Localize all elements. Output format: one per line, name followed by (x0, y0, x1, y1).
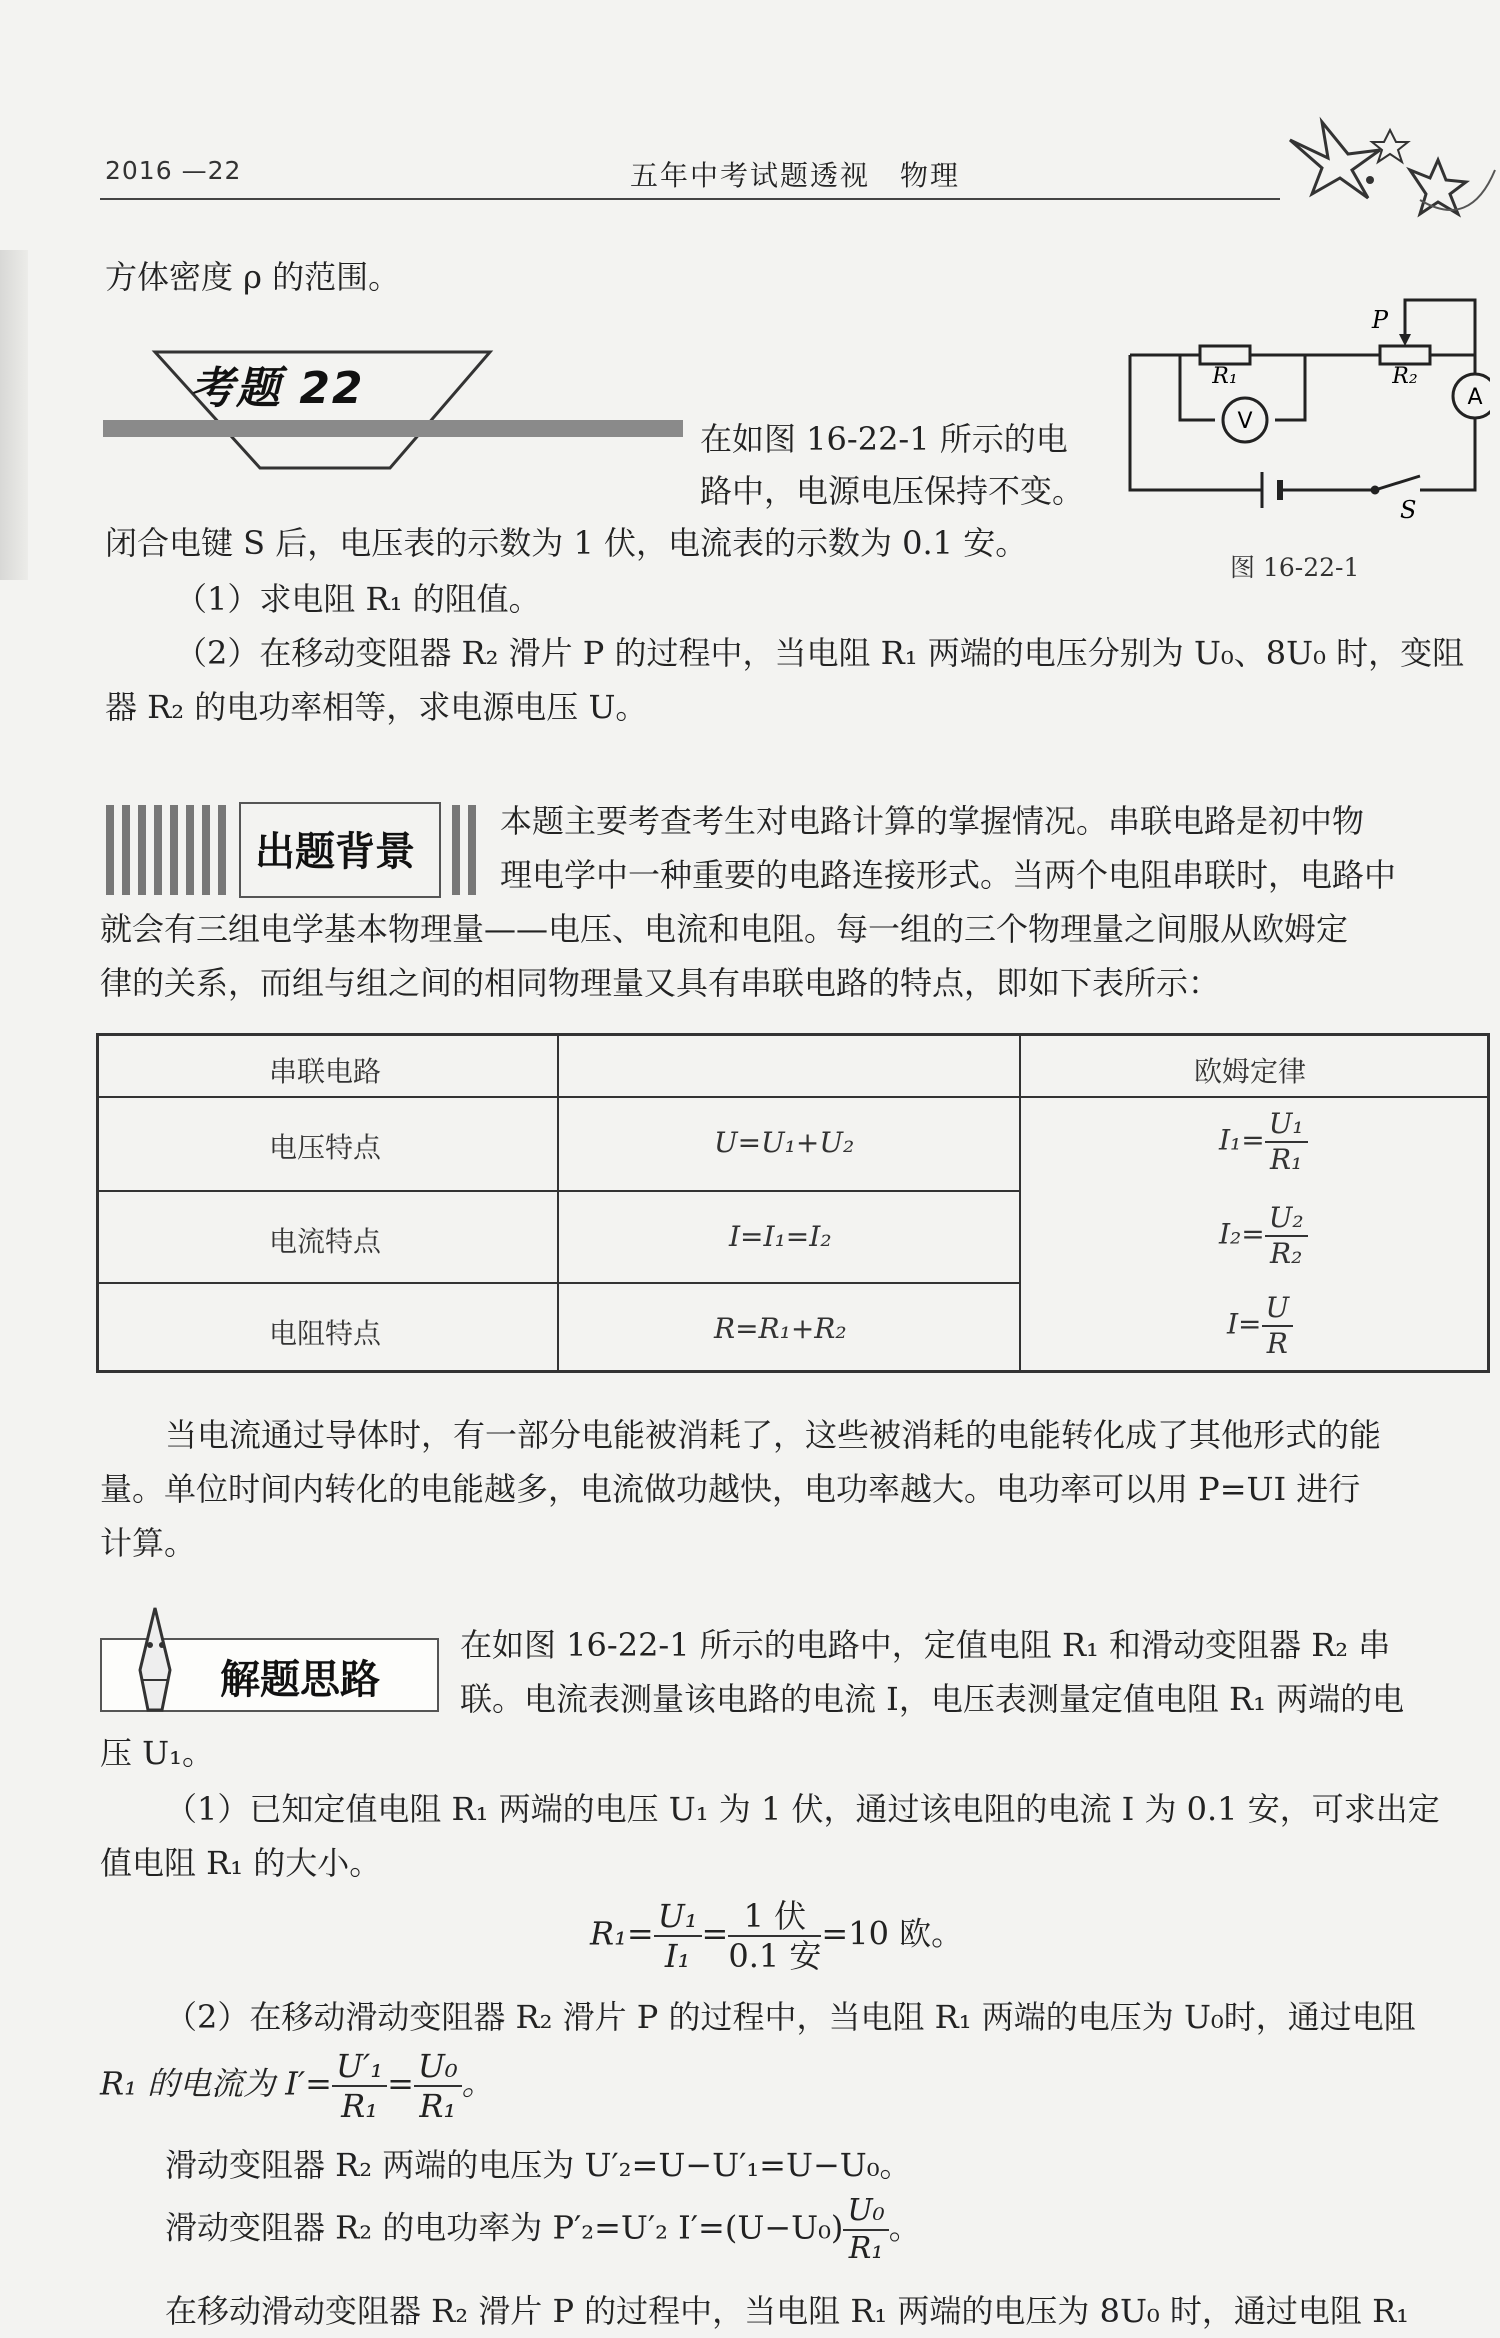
question-2-line1: （2）在移动变阻器 R₂ 滑片 P 的过程中，当电阻 R₁ 两端的电压分别为 U₀、8U₀ 时，变阻 (175, 634, 1465, 672)
step-3: 滑动变阻器 R₂ 两端的电压为 U′₂=U−U′₁=U−U₀。 (165, 2146, 912, 2184)
figure-caption: 图 16-22-1 (1230, 553, 1360, 582)
label-s: S (1400, 496, 1417, 524)
intro-line: 方体密度 ρ 的范围。 (105, 258, 401, 296)
solution-line-3: 压 U₁。 (100, 1734, 214, 1772)
solution-tag: 解题思路 (220, 1657, 380, 1703)
question-1: （1）求电阻 R₁ 的阻值。 (175, 580, 541, 618)
row-label-current: 电流特点 (269, 1225, 382, 1258)
power-line-2: 量。单位时间内转化的电能越多，电流做功越快，电功率越大。电功率可以用 P=UI 进行 (100, 1470, 1361, 1508)
power-line-1: 当电流通过导体时，有一部分电能被消耗了，这些被消耗的电能转化成了其他形式的能 (165, 1416, 1382, 1454)
star-decoration-icon (1270, 110, 1500, 220)
solution-line-1: 在如图 16-22-1 所示的电路中，定值电阻 R₁ 和滑动变阻器 R₂ 串 (460, 1626, 1391, 1664)
voltmeter-icon: V (1237, 409, 1253, 434)
header-rule (100, 198, 1280, 200)
power-line-3: 计算。 (100, 1524, 197, 1562)
problem-badge: 考题 22 (190, 363, 365, 414)
circuit-diagram (1120, 290, 1490, 530)
background-tag: 出题背景 (255, 829, 415, 875)
label-p: P (1371, 306, 1388, 334)
problem-lead-1: 在如图 16-22-1 所示的电 (700, 420, 1068, 458)
background-line-1: 本题主要考查考生对电路计算的掌握情况。串联电路是初中物 (500, 802, 1365, 840)
problem-line-3: 闭合电键 S 后，电压表的示数为 1 伏，电流表的示数为 0.1 安。 (105, 524, 1028, 562)
problem-bar (103, 420, 683, 437)
page-edge-shadow (0, 250, 28, 580)
step-1-line1: （1）已知定值电阻 R₁ 两端的电压 U₁ 为 1 伏，通过该电阻的电流 I 为 0.1 安，可求出定 (165, 1790, 1440, 1828)
ohm-formula-2: I₂= $\frac{\text{U₂}}{\text{R₂}}$ (1219, 1204, 1308, 1268)
step-4: 滑动变阻器 R₂ 的电功率为 P′₂=U′₂ I′=(U−U₀) $\frac{\text{U₀}}{\text{R₁}}$ 。 (165, 2193, 921, 2266)
background-line-4: 律的关系，而组与组之间的相同物理量又具有串联电路的特点，即如下表所示： (100, 964, 1221, 1002)
equation-r1: R₁= $\frac{\text{U₁}}{\text{I₁}}$ = $\frac{\text{1 伏}}{\text{0.1 安}}$ =10 欧。 (590, 1897, 964, 1975)
ohm-formula-1: I₁= $\frac{\text{U₁}}{\text{R₁}}$ (1219, 1110, 1308, 1174)
background-line-3: 就会有三组电学基本物理量——电压、电流和电阻。每一组的三个物理量之间服从欧姆定 (100, 910, 1349, 948)
book-title: 五年中考试题透视 物理 (630, 159, 961, 192)
problem-lead-2: 路中，电源电压保持不变。 (700, 472, 1085, 510)
ammeter-icon: A (1467, 385, 1483, 410)
row-formula-current: I=I₁=I₂ (729, 1220, 832, 1253)
step-1-line2: 值电阻 R₁ 的大小。 (100, 1844, 382, 1882)
background-line-2: 理电学中一种重要的电路连接形式。当两个电阻串联时，电路中 (500, 856, 1397, 894)
row-formula-resistance: R=R₁+R₂ (714, 1312, 847, 1345)
solution-line-2: 联。电流表测量该电路的电流 I，电压表测量定值电阻 R₁ 两端的电 (460, 1680, 1405, 1718)
row-label-resistance: 电阻特点 (269, 1317, 382, 1350)
step-2-line1: （2）在移动滑动变阻器 R₂ 滑片 P 的过程中，当电阻 R₁ 两端的电压为 U₀时，通过电阻 (165, 1998, 1416, 2036)
question-2-line2: 器 R₂ 的电功率相等，求电源电压 U。 (105, 688, 648, 726)
label-r2: R₂ (1392, 364, 1418, 389)
ohm-formula-3: I= $\frac{U}{R}$ (1227, 1294, 1293, 1358)
row-formula-voltage: U=U₁+U₂ (714, 1126, 855, 1159)
step-5: 在移动滑动变阻器 R₂ 滑片 P 的过程中，当电阻 R₁ 两端的电压为 8U₀ 时，通过电阻 R₁ (165, 2292, 1410, 2330)
series-circuit-table (96, 1033, 1490, 1373)
row-label-voltage: 电压特点 (269, 1131, 382, 1164)
label-r1: R₁ (1212, 364, 1238, 389)
pencil-icon (120, 1600, 190, 1720)
page-number: 2016 —22 (105, 156, 242, 185)
table-header-series: 串联电路 (269, 1055, 382, 1088)
table-header-ohm: 欧姆定律 (1194, 1055, 1307, 1088)
step-2-line2: R₁ 的电流为 I′= $\frac{\text{U′₁}}{\text{R₁}}$ = $\frac{\text{U₀}}{\text{R₁}}$ 。 (100, 2047, 494, 2125)
